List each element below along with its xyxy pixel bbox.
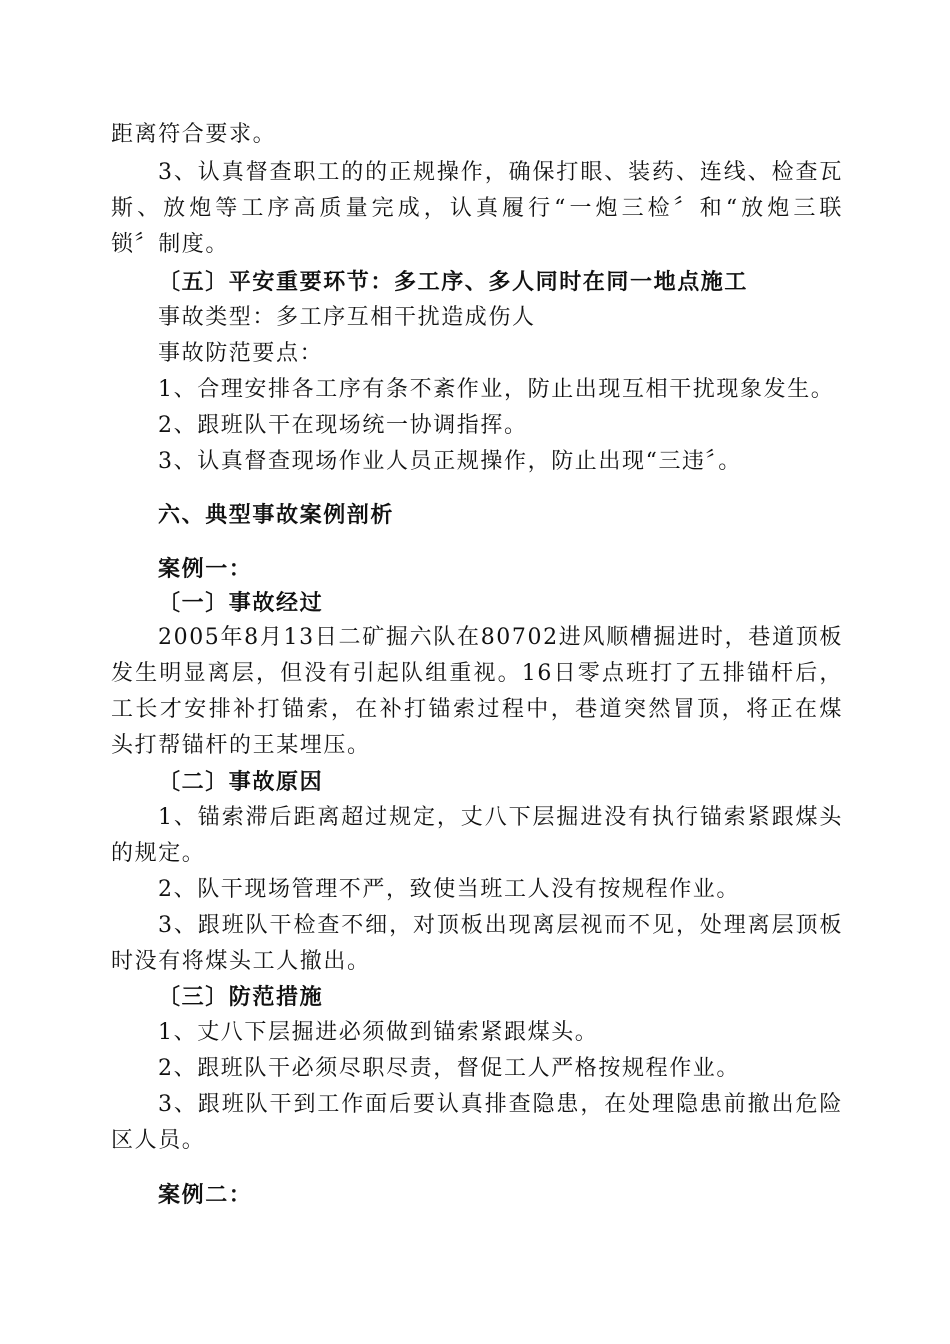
text-line: 事故防范要点：: [158, 341, 324, 366]
text-line: 距离符合要求。: [111, 122, 277, 147]
case-heading: 案例二：: [158, 1182, 253, 1208]
text-line: 发生明显离层，但没有引起队组重视。16日零点班打了五排锚杆后，: [111, 661, 843, 686]
section-heading: 〔二〕事故原因: [158, 769, 324, 795]
text-line: 3、认真督查职工的的正规操作，确保打眼、装药、连线、检查瓦: [158, 160, 843, 185]
text-line: 事故类型：多工序互相干扰造成伤人: [158, 305, 536, 330]
text-line: 2、队干现场管理不严，致使当班工人没有按规程作业。: [158, 877, 740, 902]
text-line: 3、跟班队干到工作面后要认真排查隐患，在处理隐患前撤出危险: [158, 1092, 843, 1117]
text-line: 锁〞制度。: [111, 232, 230, 257]
text-line: 斯、放炮等工序高质量完成，认真履行“一炮三检〞和“放炮三联: [111, 196, 843, 221]
text-line: 1、锚索滞后距离超过规定，丈八下层掘进没有执行锚索紧跟煤头: [158, 805, 843, 830]
section-heading: 〔一〕事故经过: [158, 590, 324, 616]
text-line: 2、跟班队干必须尽职尽责，督促工人严格按规程作业。: [158, 1056, 740, 1081]
text-line: 的规定。: [111, 841, 206, 866]
text-line: 3、跟班队干检查不细，对顶板出现离层视而不见，处理离层顶板: [158, 913, 843, 938]
text-line: 头打帮锚杆的王某埋压。: [111, 733, 371, 758]
text-line: 1、合理安排各工序有条不紊作业，防止出现互相干扰现象发生。: [158, 377, 835, 402]
text-line: 3、认真督查现场作业人员正规操作，防止出现“三违〞。: [158, 449, 742, 474]
text-line: 2、跟班队干在现场统一协调指挥。: [158, 413, 528, 438]
section-heading: 〔三〕防范措施: [158, 984, 324, 1010]
text-line: 1、丈八下层掘进必须做到锚索紧跟煤头。: [158, 1020, 599, 1045]
section-heading: 〔五〕平安重要环节：多工序、多人同时在同一地点施工: [158, 269, 749, 295]
chapter-heading: 六、典型事故案例剖析: [158, 502, 395, 528]
text-line: 工长才安排补打锚索，在补打锚索过程中，巷道突然冒顶，将正在煤: [111, 697, 843, 722]
text-line: 区人员。: [111, 1128, 206, 1153]
case-heading: 案例一：: [158, 556, 253, 582]
text-line: 时没有将煤头工人撤出。: [111, 949, 371, 974]
text-line: 2005年8月13日二矿掘六队在80702进风顺槽掘进时，巷道顶板: [158, 625, 843, 650]
